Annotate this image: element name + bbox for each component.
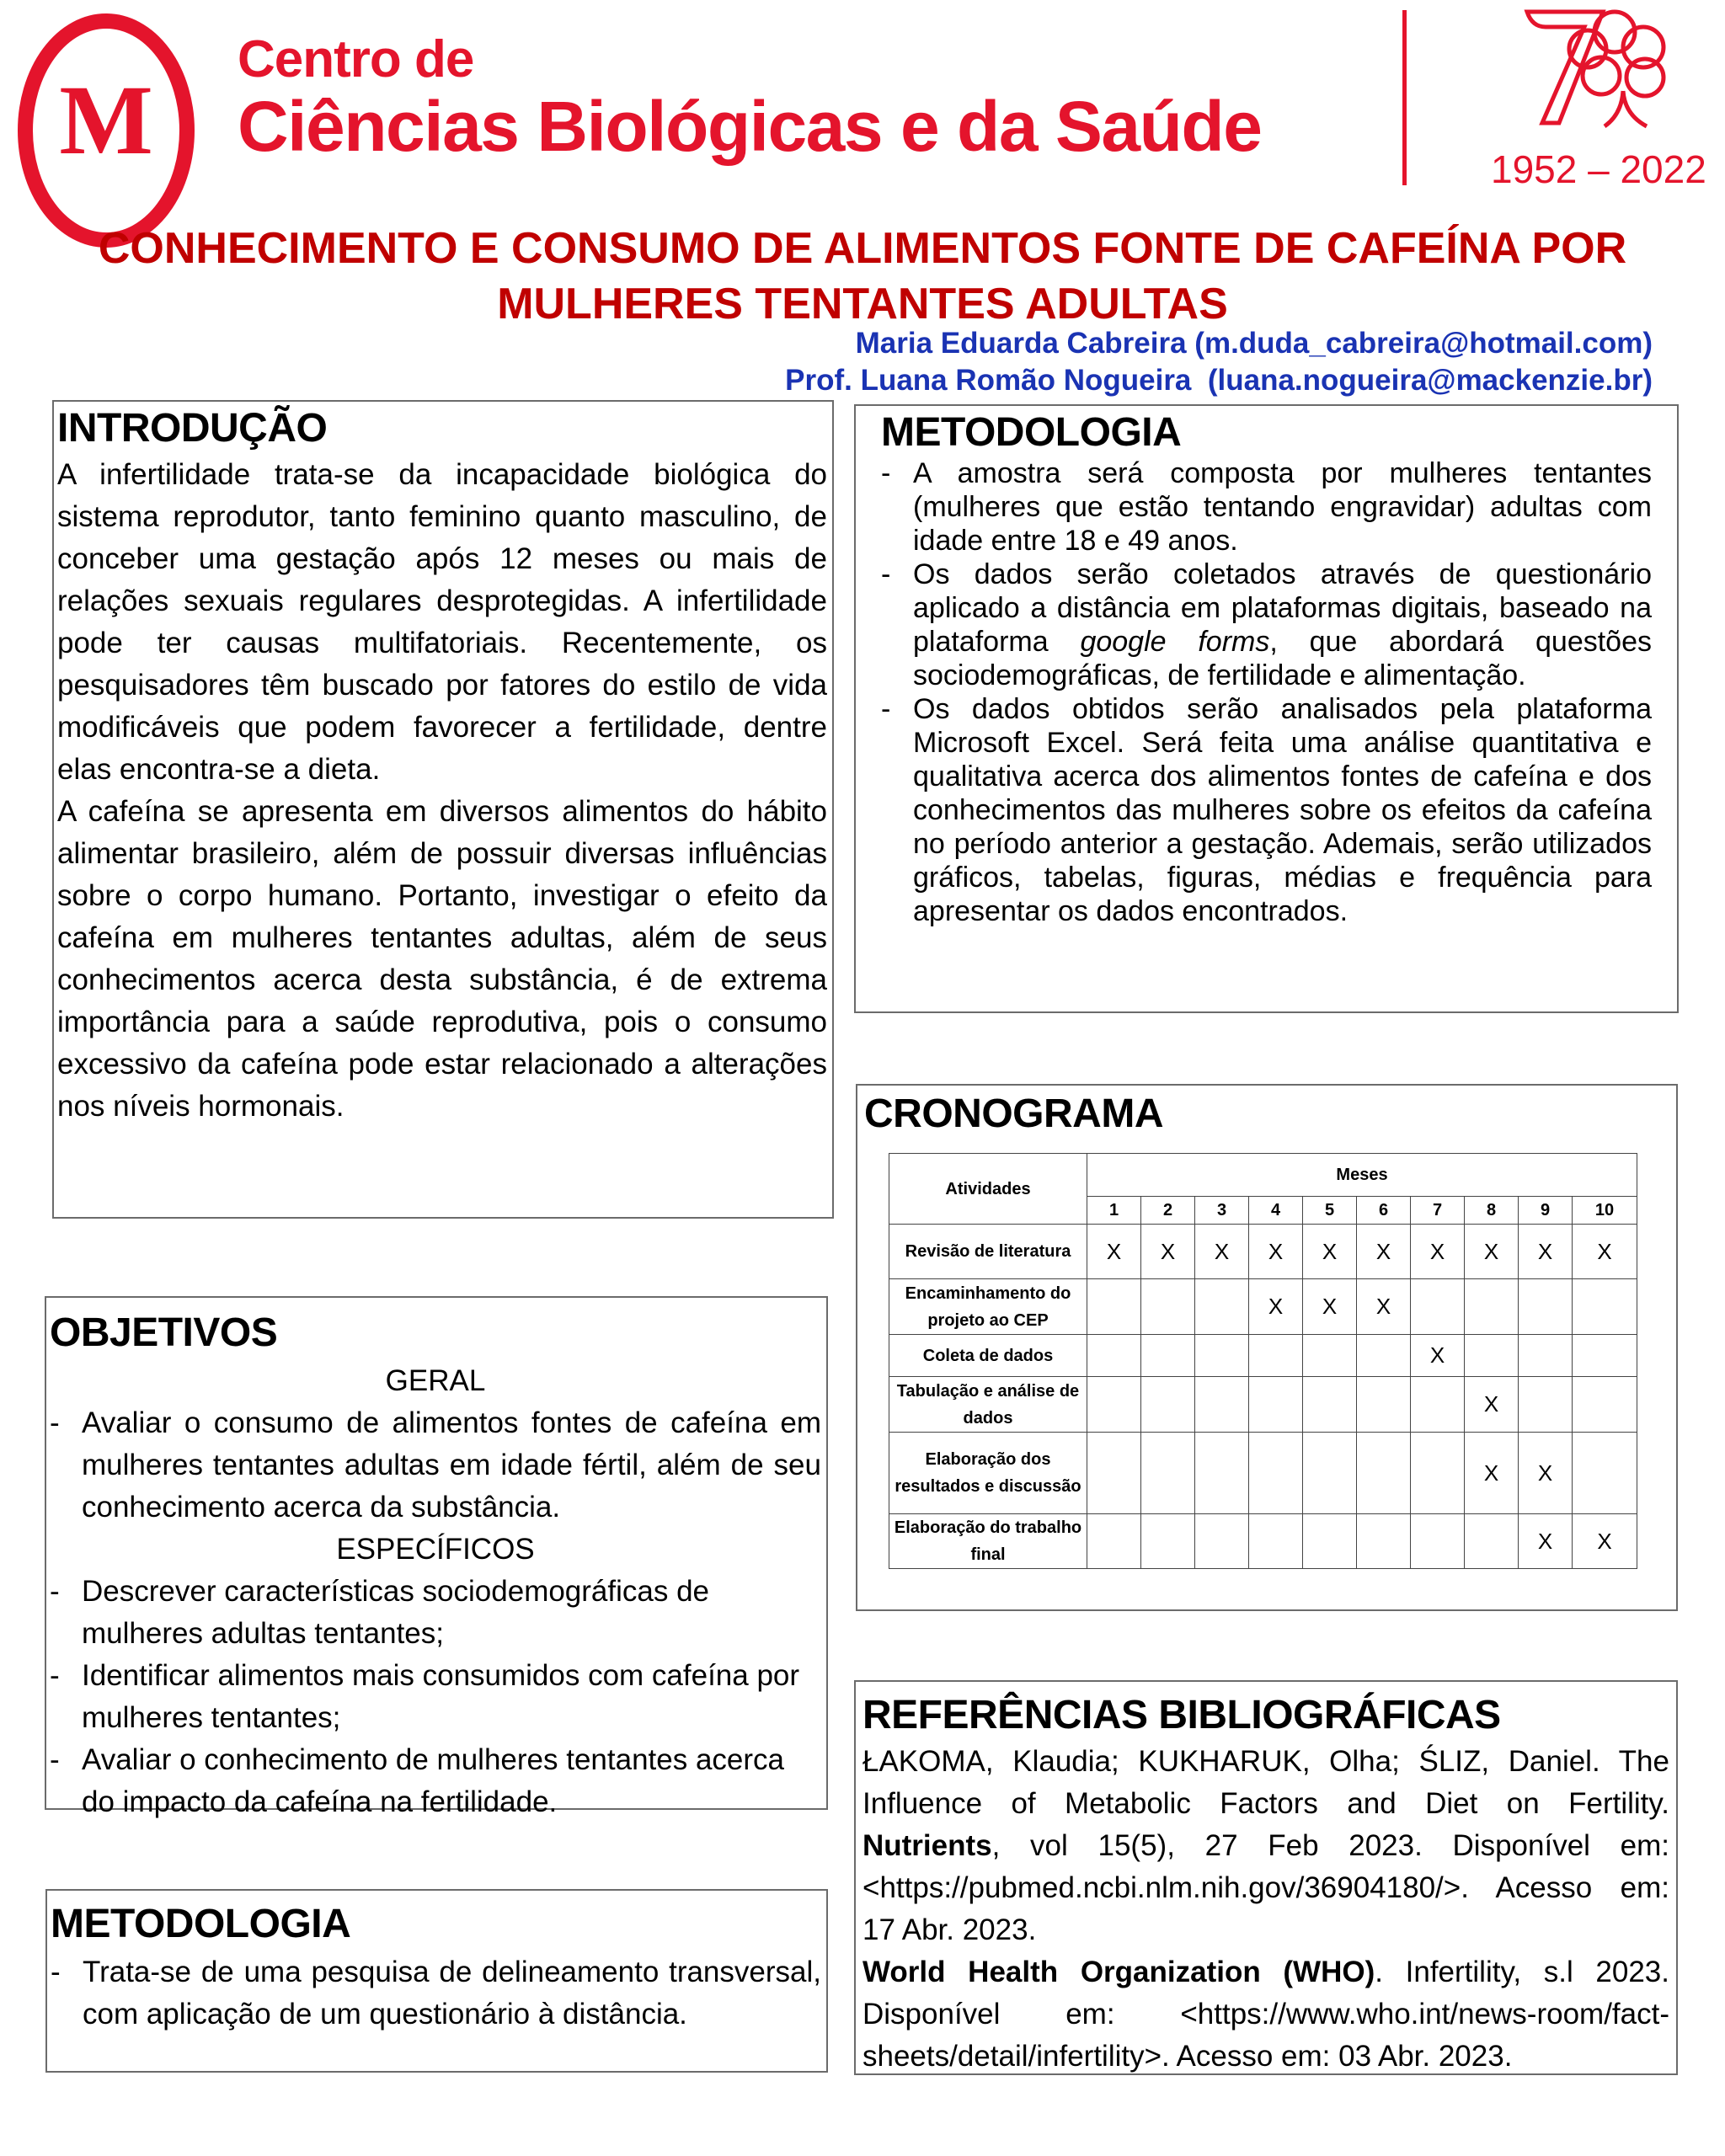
bullet-dash: - bbox=[50, 1659, 60, 1692]
table-row bbox=[889, 1335, 1637, 1377]
table-row bbox=[889, 1377, 1637, 1433]
month-mark-cell: X bbox=[1249, 1225, 1303, 1279]
month-empty-cell bbox=[1195, 1514, 1249, 1569]
month-empty-cell bbox=[1465, 1514, 1519, 1569]
svg-text:M: M bbox=[59, 65, 153, 175]
month-empty-cell bbox=[1249, 1514, 1303, 1569]
month-mark-cell: X bbox=[1465, 1225, 1519, 1279]
month-mark-cell: X bbox=[1141, 1225, 1195, 1279]
month-mark-cell: X bbox=[1519, 1433, 1573, 1514]
brand-line-1: Centro de bbox=[238, 30, 474, 88]
month-mark-cell: X bbox=[1303, 1225, 1357, 1279]
month-mark-cell: X bbox=[1519, 1225, 1573, 1279]
author-student: Maria Eduarda Cabreira (m.duda_cabreira@hotmail.com) bbox=[855, 327, 1653, 360]
cronograma-table bbox=[889, 1153, 1637, 1569]
month-empty-cell bbox=[1249, 1433, 1303, 1514]
month-header: 6 bbox=[1357, 1197, 1411, 1225]
objetivo-geral-item: - Avaliar o consumo de alimentos fontes de cafeína em mulheres tentantes adultas em idade fértil, além de seu conhecimento acerca da substância. bbox=[50, 1402, 821, 1529]
month-empty-cell bbox=[1357, 1335, 1411, 1377]
month-mark-cell: X bbox=[1465, 1377, 1519, 1433]
header-divider bbox=[1402, 10, 1407, 185]
metodologia-item: - A amostra será composta por mulheres tentantes (mulheres que estão tentando engravidar) adultas com idade entre 18 e 49 anos. bbox=[881, 457, 1652, 557]
month-empty-cell bbox=[1141, 1377, 1195, 1433]
bullet-dash: - bbox=[881, 693, 891, 725]
table-row bbox=[889, 1225, 1637, 1279]
month-empty-cell bbox=[1141, 1335, 1195, 1377]
month-header: 9 bbox=[1519, 1197, 1573, 1225]
objetivo-especifico-item: - Descrever características sociodemográficas de mulheres adultas tentantes; bbox=[50, 1571, 821, 1655]
month-empty-cell bbox=[1519, 1377, 1573, 1433]
col-header-meses: Meses bbox=[1087, 1154, 1637, 1197]
month-empty-cell bbox=[1087, 1279, 1141, 1335]
month-empty-cell bbox=[1303, 1433, 1357, 1514]
month-mark-cell: X bbox=[1573, 1225, 1637, 1279]
bullet-dash: - bbox=[881, 558, 891, 590]
month-empty-cell bbox=[1411, 1433, 1465, 1514]
table-row bbox=[889, 1433, 1637, 1514]
cronograma-body bbox=[889, 1225, 1637, 1569]
month-empty-cell bbox=[1573, 1335, 1637, 1377]
month-mark-cell: X bbox=[1087, 1225, 1141, 1279]
objetivo-geral-label: GERAL bbox=[385, 1364, 486, 1397]
poster-title bbox=[0, 221, 1725, 332]
month-empty-cell bbox=[1195, 1279, 1249, 1335]
month-header: 2 bbox=[1141, 1197, 1195, 1225]
month-empty-cell bbox=[1573, 1433, 1637, 1514]
mackenzie-logo-icon bbox=[17, 12, 195, 249]
introducao-paragraph-1: A infertilidade trata-se da incapacidade biológica do sistema reprodutor, tanto feminino quanto masculino, de conceber uma gestação após 12 meses ou mais de relações sexuais regulares desprotegidas. A infertilidade pode ter causas multifatoriais. Recentemente, os pesquisadores têm buscado por fatores do estilo de vida modificáveis que podem favorecer a fertilidade, dentre elas encontra-se a dieta. bbox=[57, 458, 827, 786]
month-mark-cell: X bbox=[1249, 1279, 1303, 1335]
bullet-dash: - bbox=[50, 1743, 60, 1776]
table-row bbox=[889, 1514, 1637, 1569]
reference-entry: World Health Organization (WHO). Infertility, s.l 2023. Disponível em: <https://www.who.int/news-room/fact-sheets/detail/infertility>. Acesso em: 03 Abr. 2023. bbox=[862, 1956, 1669, 2073]
month-empty-cell bbox=[1573, 1279, 1637, 1335]
month-empty-cell bbox=[1141, 1514, 1195, 1569]
month-mark-cell: X bbox=[1411, 1335, 1465, 1377]
month-empty-cell bbox=[1303, 1377, 1357, 1433]
cronograma-heading: CRONOGRAMA bbox=[864, 1091, 1163, 1136]
month-empty-cell bbox=[1087, 1377, 1141, 1433]
metodologia-section-right bbox=[854, 404, 1679, 1013]
month-empty-cell bbox=[1195, 1377, 1249, 1433]
metodologia-item: - Os dados serão coletados através de questionário aplicado a distância em plataformas digitais, baseado na plataforma google forms, que abordará questões sociodemográficas, de fertilidade e alimentação. bbox=[881, 558, 1652, 691]
activity-cell: Encaminhamento do projeto ao CEP bbox=[889, 1279, 1087, 1335]
bullet-dash: - bbox=[51, 1956, 61, 1988]
google-forms-term: google forms bbox=[1080, 626, 1270, 658]
month-header: 1 bbox=[1087, 1197, 1141, 1225]
metodologia-section-left bbox=[45, 1889, 828, 2073]
metodologia-heading: METODOLOGIA bbox=[51, 1902, 351, 1946]
objetivo-especifico-item: - Identificar alimentos mais consumidos com cafeína por mulheres tentantes; bbox=[50, 1655, 821, 1739]
month-empty-cell bbox=[1357, 1514, 1411, 1569]
month-empty-cell bbox=[1303, 1514, 1357, 1569]
month-header: 4 bbox=[1249, 1197, 1303, 1225]
cronograma-section bbox=[856, 1084, 1678, 1611]
month-empty-cell bbox=[1195, 1433, 1249, 1514]
activity-cell: Revisão de literatura bbox=[889, 1225, 1087, 1279]
objetivos-section bbox=[45, 1296, 828, 1818]
objetivos-heading: OBJETIVOS bbox=[50, 1310, 278, 1355]
activity-cell: Elaboração dos resultados e discussão bbox=[889, 1433, 1087, 1514]
referencias-section bbox=[854, 1680, 1678, 2075]
poster-title-line-1: CONHECIMENTO E CONSUMO DE ALIMENTOS FONTE DE CAFEÍNA POR bbox=[98, 224, 1627, 273]
activity-cell: Tabulação e análise de dados bbox=[889, 1377, 1087, 1433]
bullet-dash: - bbox=[50, 1575, 60, 1608]
month-header: 10 bbox=[1573, 1197, 1637, 1225]
objetivo-especifico-item: - Avaliar o conhecimento de mulheres tentantes acerca do impacto da cafeína na fertilidade. bbox=[50, 1739, 821, 1823]
month-mark-cell: X bbox=[1303, 1279, 1357, 1335]
month-mark-cell: X bbox=[1465, 1433, 1519, 1514]
month-mark-cell: X bbox=[1573, 1514, 1637, 1569]
month-empty-cell bbox=[1357, 1433, 1411, 1514]
month-empty-cell bbox=[1465, 1335, 1519, 1377]
month-empty-cell bbox=[1573, 1377, 1637, 1433]
poster-title-line-2: MULHERES TENTANTES ADULTAS bbox=[497, 280, 1228, 328]
metodologia-item: - Os dados obtidos serão analisados pela plataforma Microsoft Excel. Será feita uma análise quantitativa e qualitativa acerca dos alimentos fontes de cafeína e dos conhecimentos das mulheres sobre os efeitos da cafeína no período anterior a gestação. Ademais, serão utilizados gráficos, tabelas, figuras, médias e frequência para apresentar os dados encontrados. bbox=[881, 693, 1652, 927]
month-empty-cell bbox=[1249, 1335, 1303, 1377]
month-empty-cell bbox=[1357, 1377, 1411, 1433]
bullet-dash: - bbox=[881, 457, 891, 489]
month-mark-cell: X bbox=[1357, 1225, 1411, 1279]
month-empty-cell bbox=[1519, 1279, 1573, 1335]
month-empty-cell bbox=[1087, 1335, 1141, 1377]
activity-cell: Coleta de dados bbox=[889, 1335, 1087, 1377]
bullet-dash: - bbox=[50, 1406, 60, 1439]
month-empty-cell bbox=[1411, 1514, 1465, 1569]
introducao-section bbox=[52, 400, 834, 1219]
author-advisor: Prof. Luana Romão Nogueira (luana.nogueira@mackenzie.br) bbox=[785, 364, 1653, 397]
anniversary-years: 1952 – 2022 bbox=[1491, 147, 1706, 191]
objetivos-especificos-label: ESPECÍFICOS bbox=[336, 1533, 535, 1566]
referencias-heading: REFERÊNCIAS BIBLIOGRÁFICAS bbox=[862, 1693, 1501, 1737]
introducao-heading: INTRODUÇÃO bbox=[57, 406, 328, 451]
month-empty-cell bbox=[1195, 1335, 1249, 1377]
month-empty-cell bbox=[1249, 1377, 1303, 1433]
col-header-atividades: Atividades bbox=[889, 1154, 1087, 1225]
month-empty-cell bbox=[1411, 1279, 1465, 1335]
month-empty-cell bbox=[1465, 1279, 1519, 1335]
brand-line-2: Ciências Biológicas e da Saúde bbox=[238, 87, 1262, 166]
introducao-paragraph-2: A cafeína se apresenta em diversos alimentos do hábito alimentar brasileiro, além de possuir diversas influências sobre o corpo humano. Portanto, investigar o efeito da cafeína em mulheres tentantes adultas, além de seus conhecimentos acerca desta substância, é de extrema importância para a saúde reprodutiva, pois o consumo excessivo da cafeína pode estar relacionado a alterações nos níveis hormonais. bbox=[57, 795, 827, 1123]
month-header: 7 bbox=[1411, 1197, 1465, 1225]
month-mark-cell: X bbox=[1195, 1225, 1249, 1279]
month-mark-cell: X bbox=[1519, 1514, 1573, 1569]
month-empty-cell bbox=[1087, 1514, 1141, 1569]
month-header: 3 bbox=[1195, 1197, 1249, 1225]
activity-cell: Elaboração do trabalho final bbox=[889, 1514, 1087, 1569]
month-empty-cell bbox=[1519, 1335, 1573, 1377]
anniversary-70-tree-icon bbox=[1520, 7, 1680, 131]
month-mark-cell: X bbox=[1357, 1279, 1411, 1335]
metodologia-item: - Trata-se de uma pesquisa de delineamento transversal, com aplicação de um questionário à distância. bbox=[51, 1951, 821, 2036]
month-header: 5 bbox=[1303, 1197, 1357, 1225]
month-mark-cell: X bbox=[1411, 1225, 1465, 1279]
month-header: 8 bbox=[1465, 1197, 1519, 1225]
month-empty-cell bbox=[1141, 1279, 1195, 1335]
month-empty-cell bbox=[1087, 1433, 1141, 1514]
month-empty-cell bbox=[1411, 1377, 1465, 1433]
table-row bbox=[889, 1279, 1637, 1335]
metodologia-heading: METODOLOGIA bbox=[881, 410, 1182, 455]
month-empty-cell bbox=[1303, 1335, 1357, 1377]
month-empty-cell bbox=[1141, 1433, 1195, 1514]
reference-entry: ŁAKOMA, Klaudia; KUKHARUK, Olha; ŚLIZ, Daniel. The Influence of Metabolic Factors and Diet on Fertility. Nutrients, vol 15(5), 27 Feb 2023. Disponível em: <https://pubmed.ncbi.nlm.nih.gov/36904180/>. Acesso em: 17 Abr. 2023. bbox=[862, 1745, 1669, 1946]
